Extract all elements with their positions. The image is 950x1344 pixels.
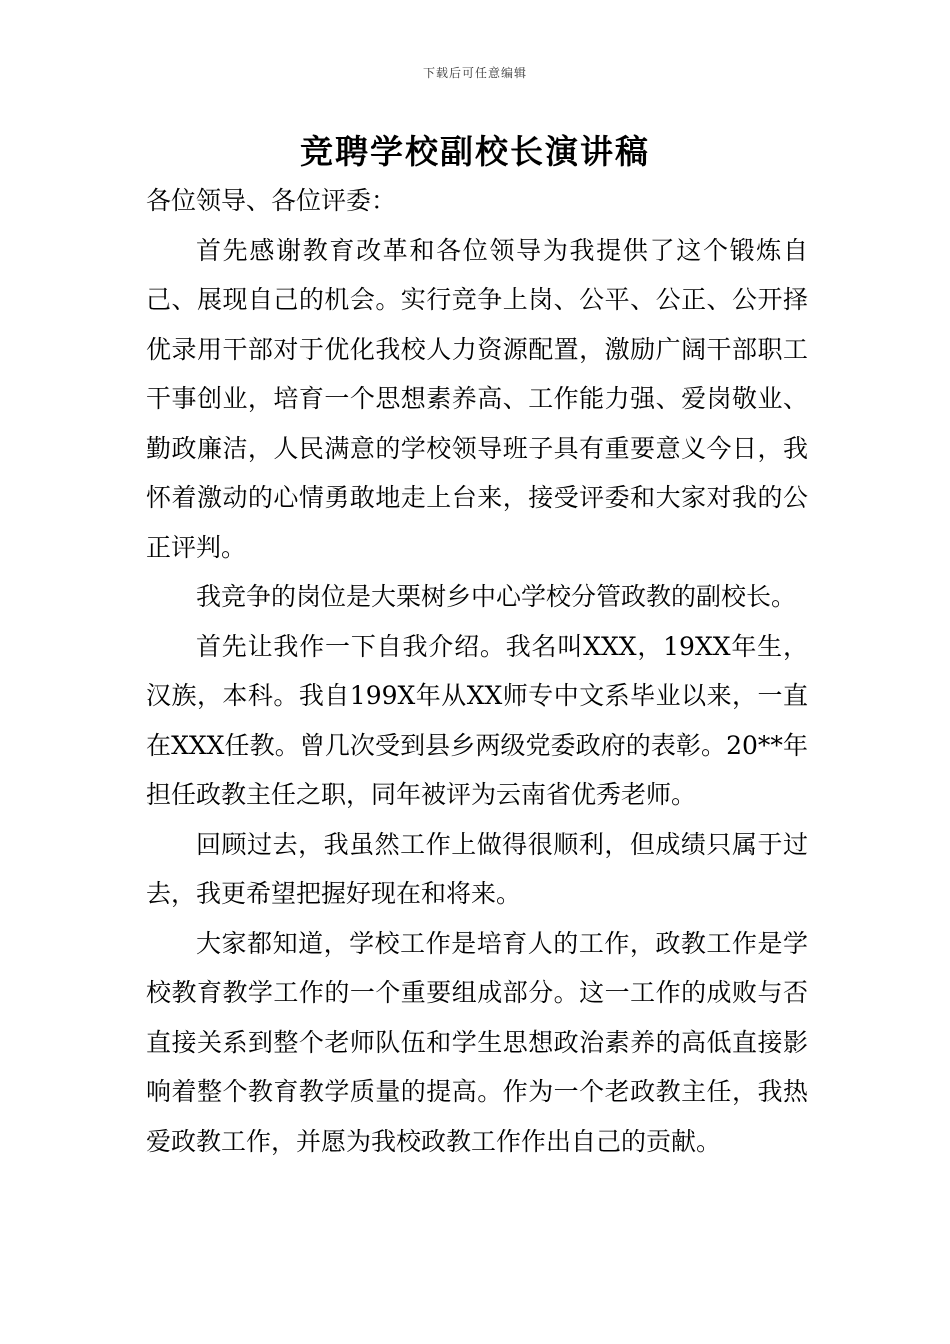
paragraph-political-education: 大家都知道，学校工作是培育人的工作，政教工作是学校教育教学工作的一个重要组成部分。这一工作的成败与否直接关系到整个老师队伍和学生思想政治素养的高低直接影响着整个教育教学质量的提高。作为一个老政教主任，我热爱政教工作，并愿为我校政教工作作出自己的贡献。	[146, 928, 808, 1156]
document-title: 竞聘学校副校长演讲稿	[300, 132, 650, 171]
document-body	[146, 176, 808, 1166]
paragraph-self-introduction: 首先让我作一下自我介绍。我名叫XXX，19XX年生，汉族，本科。我自199X年从XX师专中文系毕业以来，一直在XXX任教。曾几次受到县乡两级党委政府的表彰。20**年担任政教主任之职，同年被评为云南省优秀老师。	[146, 631, 808, 809]
paragraph-position: 我竞争的岗位是大栗树乡中心学校分管政教的副校长。	[196, 582, 797, 611]
paragraph-review: 回顾过去，我虽然工作上做得很顺利，但成绩只属于过去，我更希望把握好现在和将来。	[146, 829, 808, 908]
salutation: 各位领导、各位评委：	[146, 186, 397, 215]
header-note: 下载后可任意编辑	[422, 66, 527, 80]
paragraph-intro: 首先感谢教育改革和各位领导为我提供了这个锻炼自己、展现自己的机会。实行竞争上岗、公平、公正、公开择优录用干部对于优化我校人力资源配置，激励广阔干部职工干事创业，培育一个思想素养高、工作能力强、爱岗敬业、勤政廉洁，人民满意的学校领导班子具有重要意义今日，我怀着激动的心情勇敢地走上台来，接受评委和大家对我的公正评判。	[146, 235, 808, 562]
